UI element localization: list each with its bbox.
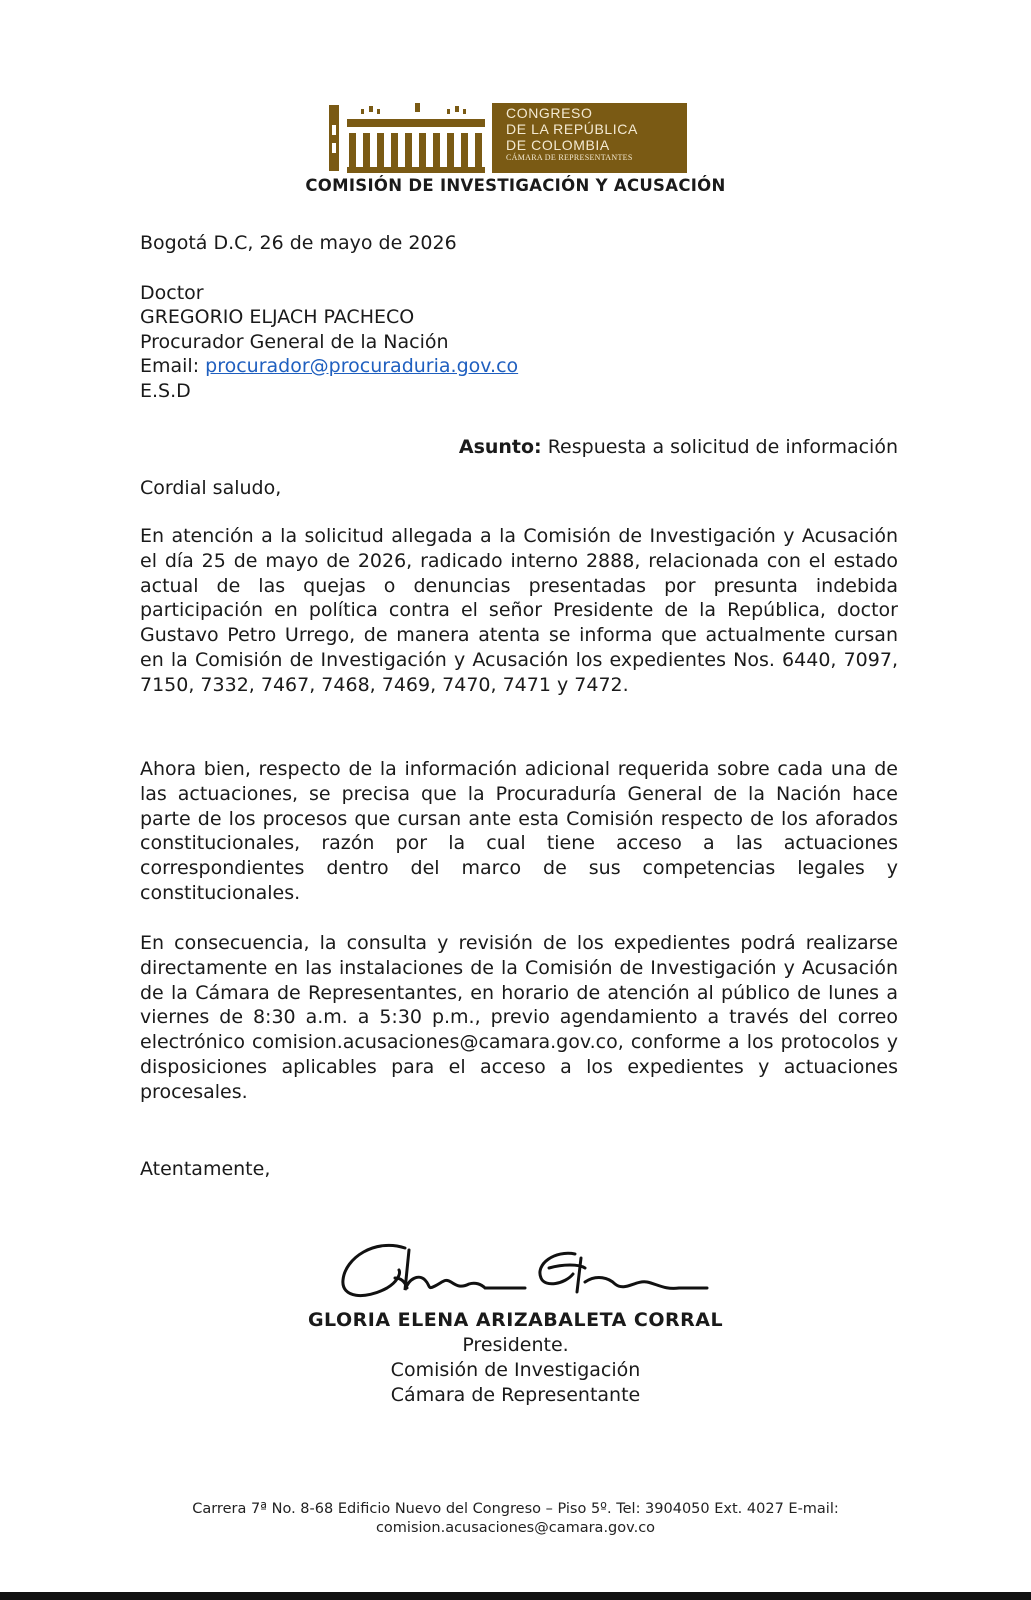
recipient-email-line bbox=[140, 354, 518, 379]
signatory-unit: Comisión de Investigación bbox=[390, 1359, 641, 1381]
greeting: Cordial saludo, bbox=[140, 477, 282, 499]
footer-line-1: Carrera 7ª No. 8-68 Edificio Nuevo del Congreso – Piso 5º. Tel: 3904050 Ext. 4027 E-mail: bbox=[192, 1501, 839, 1517]
recipient-esd: E.S.D bbox=[140, 380, 191, 402]
subject-label: Asunto: bbox=[458, 436, 542, 458]
subject-text: Respuesta a solicitud de información bbox=[541, 436, 898, 458]
congress-logo-text-box bbox=[492, 103, 687, 173]
body-paragraph-3: En consecuencia, la consulta y revisión de los expedientes podrá realizarse directamente en las instalaciones de la Comisión de Investigación y Acusación de la Cámara de Representantes, en horario de atención al público de lunes a viernes de 8:30 a.m. a 5:30 p.m., previo agendamiento a través del correo electrónico comision.acusaciones@camara.gov.co, conforme a los protocolos y disposiciones aplicables para el acceso a los expedientes y actuaciones procesales. bbox=[140, 932, 898, 1103]
recipient-name: GREGORIO ELJACH PACHECO bbox=[140, 306, 415, 328]
congress-logo bbox=[329, 103, 687, 173]
place-date: Bogotá D.C, 26 de mayo de 2026 bbox=[140, 232, 457, 254]
page-bottom-edge bbox=[0, 1592, 1031, 1600]
logo-line-1: CONGRESO bbox=[506, 105, 593, 121]
capitol-emblem-icon bbox=[329, 103, 491, 173]
logo-line-2: DE LA REPÚBLICA bbox=[506, 121, 638, 137]
body-paragraph-1: En atención a la solicitud allegada a la Comisión de Investigación y Acusación el día 25 de mayo de 2026, radicado interno 2888, relacionada con el estado actual de las quejas o denuncias presentadas por presunta indebida participación en política contra el señor Presidente de la República, doctor Gustavo Petro Urrego, de manera atenta se informa que actualmente cursan en la Comisión de Investigación y Acusación los expedientes Nos. 6440, 7097, 7150, 7332, 7467, 7468, 7469, 7470, 7471 y 7472. bbox=[140, 525, 898, 696]
commission-heading: COMISIÓN DE INVESTIGACIÓN Y ACUSACIÓN bbox=[305, 176, 726, 195]
recipient-title: Doctor bbox=[140, 282, 204, 304]
signatory-role: Presidente. bbox=[462, 1334, 569, 1356]
signatory-chamber: Cámara de Representante bbox=[390, 1384, 641, 1406]
recipient-email-label: Email: bbox=[140, 355, 206, 377]
footer-address bbox=[0, 1500, 1031, 1538]
logo-line-3: DE COLOMBIA bbox=[506, 137, 610, 153]
subject-line bbox=[459, 435, 898, 460]
logo-subline: CÁMARA DE REPRESENTANTES bbox=[506, 153, 633, 162]
handwritten-signature-icon bbox=[335, 1238, 715, 1308]
signatory-name: GLORIA ELENA ARIZABALETA CORRAL bbox=[307, 1309, 724, 1331]
recipient-email-link[interactable]: procurador@procuraduria.gov.co bbox=[205, 355, 519, 377]
recipient-position: Procurador General de la Nación bbox=[140, 331, 449, 353]
closing: Atentamente, bbox=[140, 1158, 271, 1180]
body-paragraph-2: Ahora bien, respecto de la información adicional requerida sobre cada una de las actuaciones, se precisa que la Procuraduría General de la Nación hace parte de los procesos que cursan ante esta Comisión respecto de los aforados constitucionales, razón por la cual tiene acceso a las actuaciones correspondientes dentro del marco de sus competencias legales y constitucionales. bbox=[140, 758, 898, 904]
footer-line-2: comision.acusaciones@camara.gov.co bbox=[375, 1520, 656, 1536]
